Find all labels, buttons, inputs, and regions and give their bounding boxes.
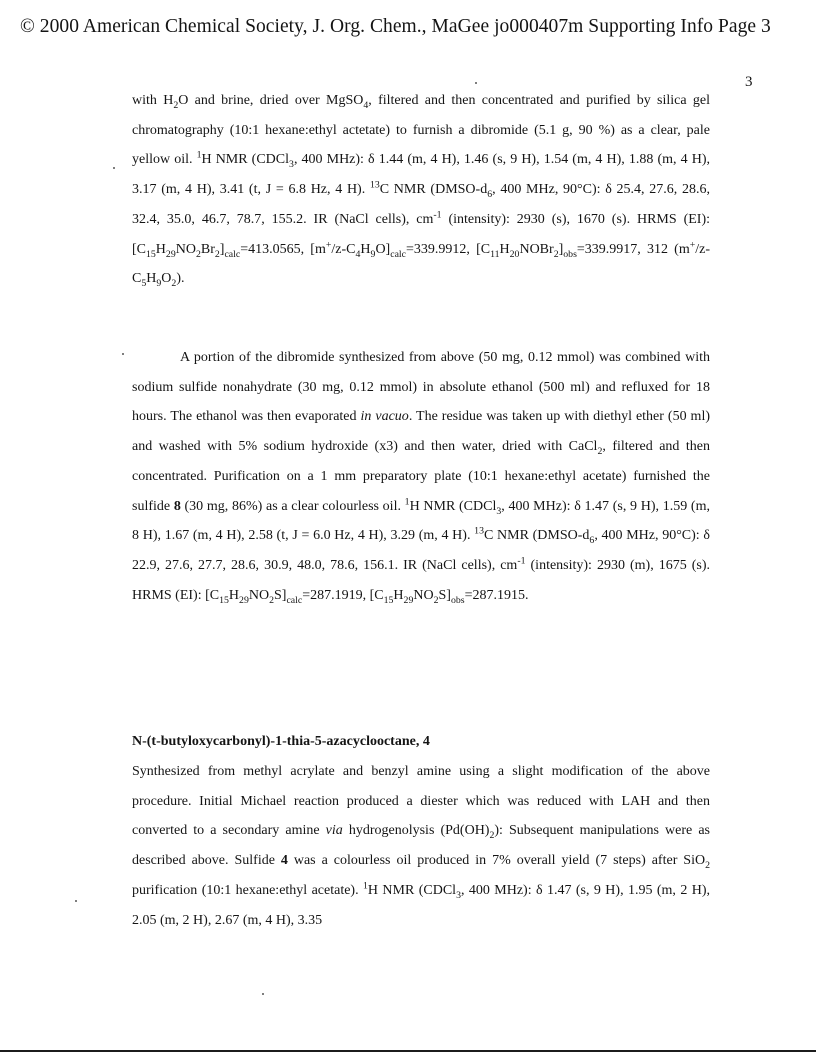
paragraph-sulfide-8: A portion of the dibromide synthesized from above (50 mg, 0.12 mmol) was combined with sodium sulfide nonahydrate (30 mg, 0.12 mmol) in absolute ethanol (500 ml) and refluxed for 18 hours. The ethanol was then evaporated in vacuo. The residue was taken up with diethyl ether (50 ml) and washed with 5% sodium hydroxide (x3) and then water, dried with CaCl$_2$, filtered and then concentrated. Purification on a 1 mm preparatory plate (10:1 hexane:ethyl acetate) furnished the sulfide 8 (30 mg, 86%) as a clear colourless oil. $^1$H NMR (CDCl$_3$, 400 MHz): δ 1.47 (s, 9 H), 1.59 (m, 8 H), 1.67 (m, 4 H), 2.58 (t, J = 6.0 Hz, 4 H), 3.29 (m, 4 H). $^{13}$C NMR ($DMSO-d_6$, 400 MHz, 90°C): δ 22.9, 27.6, 27.7, 28.6, 30.9, 48.0, 78.6, 156.1. IR (NaCl cells), $cm^{-1}$ (intensity): 2930 (m), 1675 (s). HRMS (EI): $[C_{15}H_{29}NO_2S]_{calc}=287.1919$, $[C_{15}H_{29}NO_2S]_{obs}=287.1915$. — [132, 350, 711, 606]
page-number: 3 — [745, 74, 753, 90]
scan-speck — [262, 993, 264, 995]
paragraph-sulfide-4: Synthesized from methyl acrylate and benzyl amine using a slight modification of the above procedure. Initial Michael reaction produced a diester which was reduced with LAH and then converted to a secondary amine via hydrogenolysis $(Pd(OH)_2)$: Subsequent manipulations were as described above. Sulfide 4 was a colourless oil produced in 7% overall yield (7 steps) after SiO$_2$ purification (10:1 hexane:ethyl acetate). $^1$H NMR (CDCl$_3$, 400 MHz): δ 1.47 (s, 9 H), 1.95 (m, 2 H), 2.05 (m, 2 H), 2.67 (m, 4 H), 3.35 — [132, 764, 710, 928]
page-header: © 2000 American Chemical Society, J. Org. Chem., MaGee jo000407m Supporting Info Page 3 — [20, 16, 771, 37]
page-bottom-rule — [0, 1050, 816, 1052]
scan-speck — [113, 167, 115, 169]
paragraph-dibromide: with $H_2O$ and brine, dried over MgSO$_4$, filtered and then concentrated and purified by silica gel chromatography (10:1 hexane:ethyl actetate) to furnish a dibromide (5.1 g, 90 %) as a clear, pale yellow oil. $^1$H NMR (CDCl$_3$, 400 MHz): δ 1.44 (m, 4 H), 1.46 (s, 9 H), 1.54 (m, 4 H), 1.88 (m, 4 H), 3.17 (m, 4 H), 3.41 (t, J = 6.8 Hz, 4 H). $^{13}$C NMR ($DMSO-d_6$, 400 MHz, 90°C): δ 25.4, 27.6, 28.6, 32.4, 35.0, 46.7, 78.7, 155.2. IR (NaCl cells), $cm^{-1}$ (intensity): 2930 (s), 1670 (s). HRMS (EI): $[C_{15}H_{29}NO_2Br_2]_{calc}=413.0565$, $[m^+/z-C_4H_9O]_{calc}=339.9912$, $[C_{11}H_{20}NOBr_2]_{obs}=339.9917$, 312 $(m^+/z-C_5H_9O_2)$. — [132, 93, 711, 290]
scan-speck — [475, 82, 477, 84]
section-heading: N-(t-butyloxycarbonyl)-1-thia-5-azacyclooctane, 4 — [132, 734, 430, 749]
scan-speck — [122, 353, 124, 355]
scan-speck — [75, 900, 77, 902]
